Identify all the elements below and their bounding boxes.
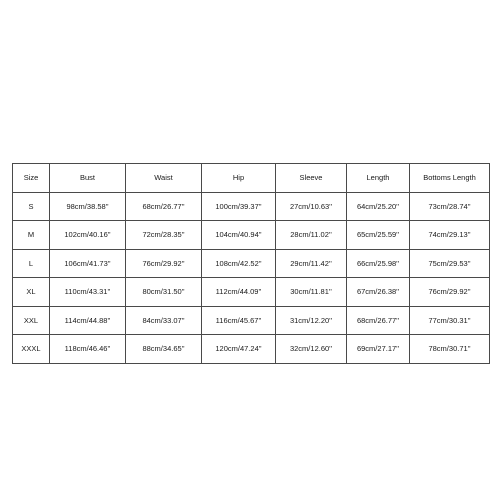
size-cell: L	[13, 249, 50, 278]
bust-cell: 118cm/46.46''	[50, 335, 126, 364]
bust-cell: 114cm/44.88''	[50, 306, 126, 335]
hip-cell: 112cm/44.09''	[202, 278, 276, 307]
header-hip: Hip	[202, 164, 276, 193]
hip-cell: 108cm/42.52''	[202, 249, 276, 278]
bottoms-length-cell: 77cm/30.31''	[410, 306, 490, 335]
table-row	[13, 335, 490, 364]
bottoms-length-cell: 76cm/29.92''	[410, 278, 490, 307]
header-bottoms-length: Bottoms Length	[410, 164, 490, 193]
size-cell: S	[13, 192, 50, 221]
bust-cell: 98cm/38.58''	[50, 192, 126, 221]
length-cell: 65cm/25.59''	[347, 221, 410, 250]
bust-cell: 102cm/40.16''	[50, 221, 126, 250]
size-cell: XXXL	[13, 335, 50, 364]
sleeve-cell: 27cm/10.63''	[276, 192, 347, 221]
length-cell: 66cm/25.98''	[347, 249, 410, 278]
table-row	[13, 278, 490, 307]
length-cell: 69cm/27.17''	[347, 335, 410, 364]
waist-cell: 76cm/29.92''	[126, 249, 202, 278]
header-sleeve: Sleeve	[276, 164, 347, 193]
length-cell: 68cm/26.77''	[347, 306, 410, 335]
table-row	[13, 192, 490, 221]
header-length: Length	[347, 164, 410, 193]
header-waist: Waist	[126, 164, 202, 193]
header-row	[13, 164, 490, 193]
bottoms-length-cell: 75cm/29.53''	[410, 249, 490, 278]
sleeve-cell: 31cm/12.20''	[276, 306, 347, 335]
size-cell: XXL	[13, 306, 50, 335]
length-cell: 64cm/25.20''	[347, 192, 410, 221]
table-row	[13, 306, 490, 335]
waist-cell: 68cm/26.77''	[126, 192, 202, 221]
size-cell: XL	[13, 278, 50, 307]
bust-cell: 106cm/41.73''	[50, 249, 126, 278]
waist-cell: 88cm/34.65''	[126, 335, 202, 364]
hip-cell: 104cm/40.94''	[202, 221, 276, 250]
table-row	[13, 249, 490, 278]
table-row	[13, 221, 490, 250]
header-bust: Bust	[50, 164, 126, 193]
header-size: Size	[13, 164, 50, 193]
bottoms-length-cell: 73cm/28.74''	[410, 192, 490, 221]
size-cell: M	[13, 221, 50, 250]
waist-cell: 72cm/28.35''	[126, 221, 202, 250]
waist-cell: 84cm/33.07''	[126, 306, 202, 335]
size-chart-table	[12, 163, 490, 364]
sleeve-cell: 30cm/11.81''	[276, 278, 347, 307]
hip-cell: 116cm/45.67''	[202, 306, 276, 335]
bottoms-length-cell: 78cm/30.71''	[410, 335, 490, 364]
hip-cell: 100cm/39.37''	[202, 192, 276, 221]
sleeve-cell: 29cm/11.42''	[276, 249, 347, 278]
sleeve-cell: 32cm/12.60''	[276, 335, 347, 364]
hip-cell: 120cm/47.24''	[202, 335, 276, 364]
length-cell: 67cm/26.38''	[347, 278, 410, 307]
sleeve-cell: 28cm/11.02''	[276, 221, 347, 250]
waist-cell: 80cm/31.50''	[126, 278, 202, 307]
bottoms-length-cell: 74cm/29.13''	[410, 221, 490, 250]
bust-cell: 110cm/43.31''	[50, 278, 126, 307]
